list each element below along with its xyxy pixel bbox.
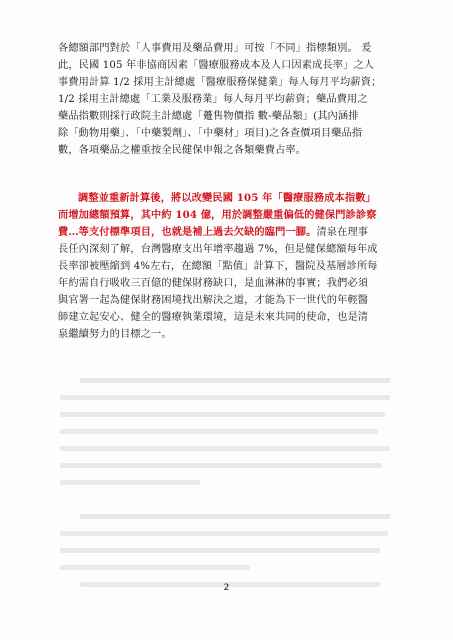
text-line: 各總額部門對於「人事費用及藥品費用」可按「不同」指標類別。 爰 [58, 43, 372, 54]
highlighted-text-line: 調整並重新計算後，將以改變民國 105 年「醫療服務成本指數」 [78, 192, 376, 204]
text-line: 長任內深刻了解，台灣醫療支出年增率趨過 7%，但是健保總額每年成 [58, 244, 378, 255]
text-line: 泉繼續努力的目標之一。 [58, 329, 172, 340]
text-line: 師建立起安心、健全的醫療執業環境，這是未來共同的使命，也是清 [58, 312, 369, 323]
page-number: 2 [223, 583, 230, 593]
body-paragraph-1 [58, 40, 403, 159]
text-line: 事費用計算 1/2 採用主計總處「醫療服務保健業」每人每月平均薪資； [58, 77, 382, 88]
mixed-text-line [58, 224, 403, 241]
text-fragment: 清泉在理事 [316, 227, 369, 238]
text-line: 藥品指數則採行政院主計總處「躉售物價指 數-藥品類」(其內涵排 [58, 111, 359, 122]
text-line: 1/2 採用主計總處「工業及服務業」每人每月平均薪資；藥品費用之 [58, 94, 368, 105]
text-line: 除「動物用藥」、「中藥製劑」、「中藥材」項目)之各查價項目藥品指 [58, 128, 363, 139]
highlighted-text: 費…等支付標準項目，也就是補上過去欠缺的臨門一腳。 [58, 226, 317, 238]
text-line: 此，民國 105 年非協商因素「醫療服務成本及人口因素成長率」之人 [58, 60, 375, 71]
bleed-through-text [60, 372, 400, 593]
text-line: 數，各項藥品之權重按全民健保申報之各類藥費占率。 [58, 145, 307, 156]
text-line: 年約需自行吸收三百億的健保財務缺口，是血淋淋的事實；我們必須 [58, 278, 369, 289]
body-paragraph-2 [58, 190, 403, 343]
text-line: 長率卻被壓縮到 4%左右，在總額「點值」計算下，醫院及基層診所每 [58, 261, 378, 272]
text-line: 與官署一起為健保財務困境找出解決之道，才能為下一世代的年輕醫 [58, 295, 369, 306]
highlighted-text-line: 而增加總額預算，其中約 104 億，用於調整嚴重偏低的健保門診診察 [58, 209, 377, 221]
